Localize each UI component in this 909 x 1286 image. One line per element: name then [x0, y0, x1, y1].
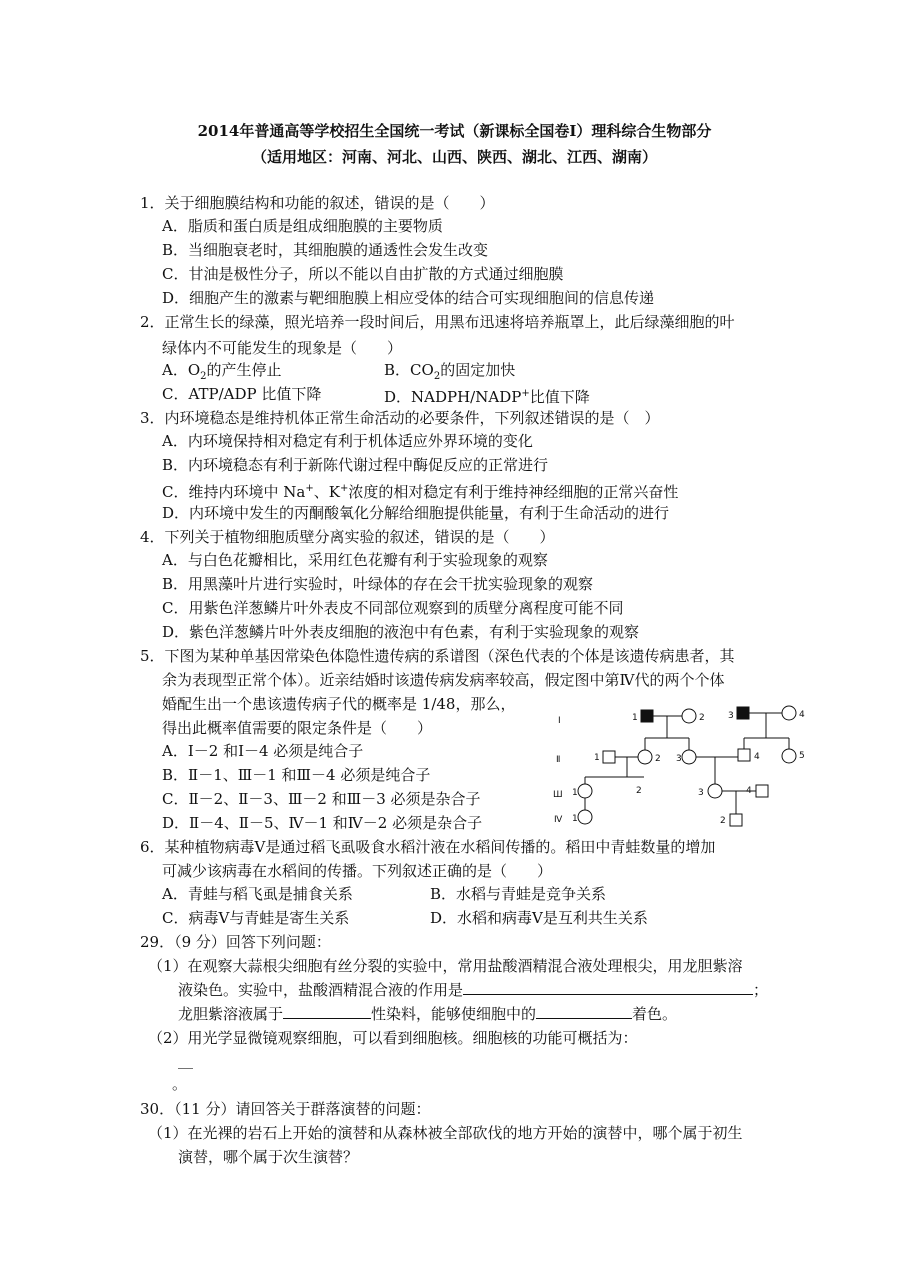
- exam-title: 2014年普通高等学校招生全国统一考试（新课标全国卷Ⅰ）理科综合生物部分: [197, 122, 712, 140]
- q5-stem-line2: 余为表现型正常个体）。近亲结婚时该遗传病发病率较高，假定图中第Ⅳ代的两个个体: [162, 671, 725, 689]
- q29-p1-line3-b: 性染料，能够使细胞中的: [371, 1005, 537, 1023]
- exam-subtitle: （适用地区：河南、河北、山西、陕西、湖北、江西、湖南）: [251, 148, 657, 166]
- answer-blank-1[interactable]: [463, 980, 753, 995]
- q2-d-sup: +: [521, 388, 530, 399]
- q1-option-b: B．当细胞衰老时，其细胞膜的通透性会发生改变: [162, 241, 489, 259]
- num-g1-3: 3: [728, 711, 734, 721]
- q5-option-c: C．Ⅱ－2、Ⅱ－3、Ⅲ－2 和Ⅲ－3 必须是杂合子: [162, 790, 481, 808]
- q5-stem-line4: 得出此概率值需要的限定条件是（ ）: [162, 719, 433, 737]
- q4-option-c: C．用紫色洋葱鳞片叶外表皮不同部位观察到的质壁分离程度可能不同: [162, 599, 624, 617]
- q1-option-d: D．细胞产生的激素与靶细胞膜上相应受体的结合可实现细胞间的信息传递: [162, 289, 655, 307]
- gen4-male-2: [730, 814, 742, 826]
- q29-p2-line2: __: [178, 1051, 193, 1069]
- num-g3-1: 1: [572, 788, 578, 798]
- q3-c-sup1: +: [305, 483, 314, 494]
- q3-option-a: A．内环境保持相对稳定有利于机体适应外界环境的变化: [162, 432, 533, 450]
- num-g2-4: 4: [754, 752, 760, 762]
- q4-option-b: B．用黑藻叶片进行实验时，叶绿体的存在会干扰实验现象的观察: [162, 575, 594, 593]
- pedigree-diagram: [548, 696, 810, 834]
- q5-option-b: B．Ⅱ－1、Ⅲ－1 和Ⅲ－4 必须是纯合子: [162, 766, 431, 784]
- gen1-male-3-affected: [737, 707, 749, 719]
- q4-stem: 4．下列关于植物细胞质壁分离实验的叙述，错误的是（ ）: [140, 528, 555, 546]
- q5-option-a: A．Ⅰ－2 和Ⅰ－4 必须是纯合子: [162, 742, 364, 760]
- q29-p1-line3-c: 着色。: [632, 1005, 678, 1023]
- q29-p1-line3: [178, 1004, 677, 1024]
- q3-option-c: [162, 479, 678, 502]
- q2-a-sub: 2: [200, 371, 207, 382]
- q29-p1-line3-a: 龙胆紫溶液属于: [178, 1005, 284, 1023]
- q3-c-sup2: +: [339, 483, 349, 494]
- q1-option-a: A．脂质和蛋白质是组成细胞膜的主要物质: [162, 217, 443, 235]
- q6-stem-line2: 可减少该病毒在水稻间的传播。下列叙述正确的是（ ）: [162, 862, 553, 880]
- q29-p2-line3: 。: [172, 1075, 188, 1093]
- num-g2-3: 3: [676, 754, 682, 764]
- gen3-female-1: [578, 784, 592, 798]
- num-g3-3: 3: [698, 788, 704, 798]
- q2-stem-line1: 2．正常生长的绿藻，照光培养一段时间后，用黑布迅速将培养瓶罩上，此后绿藻细胞的叶: [140, 313, 735, 331]
- num-g4-1: 1: [572, 814, 578, 824]
- q5-stem-line3: 婚配生出一个患该遗传病子代的概率是 1/48，那么，: [162, 695, 516, 713]
- num-g2-2: 2: [655, 754, 661, 764]
- q30-stem: 30．（11 分）请回答关于群落演替的问题：: [140, 1100, 431, 1118]
- gen1-male-1-affected: [641, 710, 653, 722]
- num-g2-1: 1: [594, 753, 600, 763]
- q2-a-pre: A．O: [162, 361, 201, 379]
- q4-option-a: A．与白色花瓣相比，采用红色花瓣有利于实验现象的观察: [162, 551, 548, 569]
- q6-option-b: B．水稻与青蛙是竞争关系: [430, 885, 607, 903]
- num-g4-2: 2: [720, 816, 726, 826]
- q5-option-d: D．Ⅱ－4、Ⅱ－5、Ⅳ－1 和Ⅳ－2 必须是杂合子: [162, 814, 483, 832]
- q2-option-a: [162, 360, 282, 387]
- num-g3-2: 2: [636, 786, 642, 796]
- q6-stem-line1: 6．某种植物病毒Ⅴ是通过稻飞虱吸食水稻汁液在水稻间传播的。稻田中青蛙数量的增加: [140, 838, 716, 856]
- q3-c-pre: C．维持内环境中 Na: [162, 483, 306, 501]
- num-g1-4: 4: [799, 710, 805, 720]
- gen-label-2: Ⅱ: [556, 755, 561, 765]
- q6-option-c: C．病毒Ⅴ与青蛙是寄生关系: [162, 909, 350, 927]
- q1-stem: 1．关于细胞膜结构和功能的叙述，错误的是（ ）: [140, 194, 495, 212]
- q2-d-post: 比值下降: [529, 388, 590, 406]
- gen2-female-2: [638, 750, 652, 764]
- q5-stem-line1: 5．下图为某种单基因常染色体隐性遗传病的系谱图（深色代表的个体是该遗传病患者，其: [140, 647, 735, 665]
- gen2-male-4: [738, 749, 750, 761]
- gen2-male-1: [603, 751, 615, 763]
- q30-p1-line1: （1）在光裸的岩石上开始的演替和从森林被全部砍伐的地方开始的演替中，哪个属于初生: [148, 1124, 743, 1142]
- gen4-female-1: [578, 810, 592, 824]
- q3-c-mid: 、K: [313, 483, 340, 501]
- q29-p1-line2-end: ；: [753, 981, 769, 999]
- gen-label-3: Ш: [553, 790, 563, 800]
- q30-p1-line2: 演替，哪个属于次生演替？: [178, 1148, 359, 1166]
- q2-option-b: [384, 360, 515, 387]
- gen3-female-3: [708, 784, 722, 798]
- q2-stem-line2: 绿体内不可能发生的现象是（ ）: [162, 339, 403, 357]
- q2-b-sub: 2: [433, 371, 441, 382]
- gen-label-1: Ⅰ: [558, 716, 561, 726]
- num-g2-5: 5: [799, 751, 805, 761]
- answer-blank-2[interactable]: [283, 1004, 371, 1019]
- gen2-female-5: [782, 749, 796, 763]
- gen1-female-2: [682, 709, 696, 723]
- q2-a-post: 的产生停止: [206, 361, 282, 379]
- num-g3-4: 4: [746, 786, 752, 796]
- q29-p1-line1: （1）在观察大蒜根尖细胞有丝分裂的实验中，常用盐酸酒精混合液处理根尖，用龙胆紫溶: [148, 957, 743, 975]
- q2-option-d: [384, 384, 590, 407]
- num-g1-2: 2: [699, 713, 705, 723]
- q2-option-c: C．ATP/ADP 比值下降: [162, 385, 322, 403]
- gen2-female-3: [682, 750, 696, 764]
- num-g1-1: 1: [632, 713, 638, 723]
- gen3-male-4: [756, 785, 768, 797]
- answer-blank-3[interactable]: [536, 1004, 632, 1019]
- q1-option-c: C．甘油是极性分子，所以不能以自由扩散的方式通过细胞膜: [162, 265, 564, 283]
- q3-option-b: B．内环境稳态有利于新陈代谢过程中酶促反应的正常进行: [162, 456, 549, 474]
- gen1-female-4: [782, 706, 796, 720]
- q29-stem: 29．（9 分）回答下列问题：: [140, 933, 331, 951]
- q2-d-pre: D．NADPH/NADP: [384, 388, 522, 406]
- q3-c-post: 浓度的相对稳定有利于维持神经细胞的正常兴奋性: [348, 483, 679, 501]
- q29-p1-line2: [178, 980, 768, 1000]
- q2-b-pre: B．CO: [384, 361, 434, 379]
- q29-p2-line1: （2）用光学显微镜观察细胞，可以看到细胞核。细胞核的功能可概括为：: [148, 1029, 638, 1047]
- q2-b-post: 的固定加快: [440, 361, 516, 379]
- q3-option-d: D．内环境中发生的丙酮酸氧化分解给细胞提供能量，有利于生命活动的进行: [162, 504, 670, 522]
- q29-p1-line2-text: 液染色。实验中，盐酸酒精混合液的作用是: [178, 981, 464, 999]
- q4-option-d: D．紫色洋葱鳞片叶外表皮细胞的液泡中有色素，有利于实验现象的观察: [162, 623, 640, 641]
- q6-option-d: D．水稻和病毒Ⅴ是互利共生关系: [430, 909, 648, 927]
- gen-label-4: Ⅳ: [554, 815, 563, 825]
- q6-option-a: A．青蛙与稻飞虱是捕食关系: [162, 885, 353, 903]
- q3-stem: 3．内环境稳态是维持机体正常生命活动的必要条件，下列叙述错误的是（ ）: [140, 409, 660, 427]
